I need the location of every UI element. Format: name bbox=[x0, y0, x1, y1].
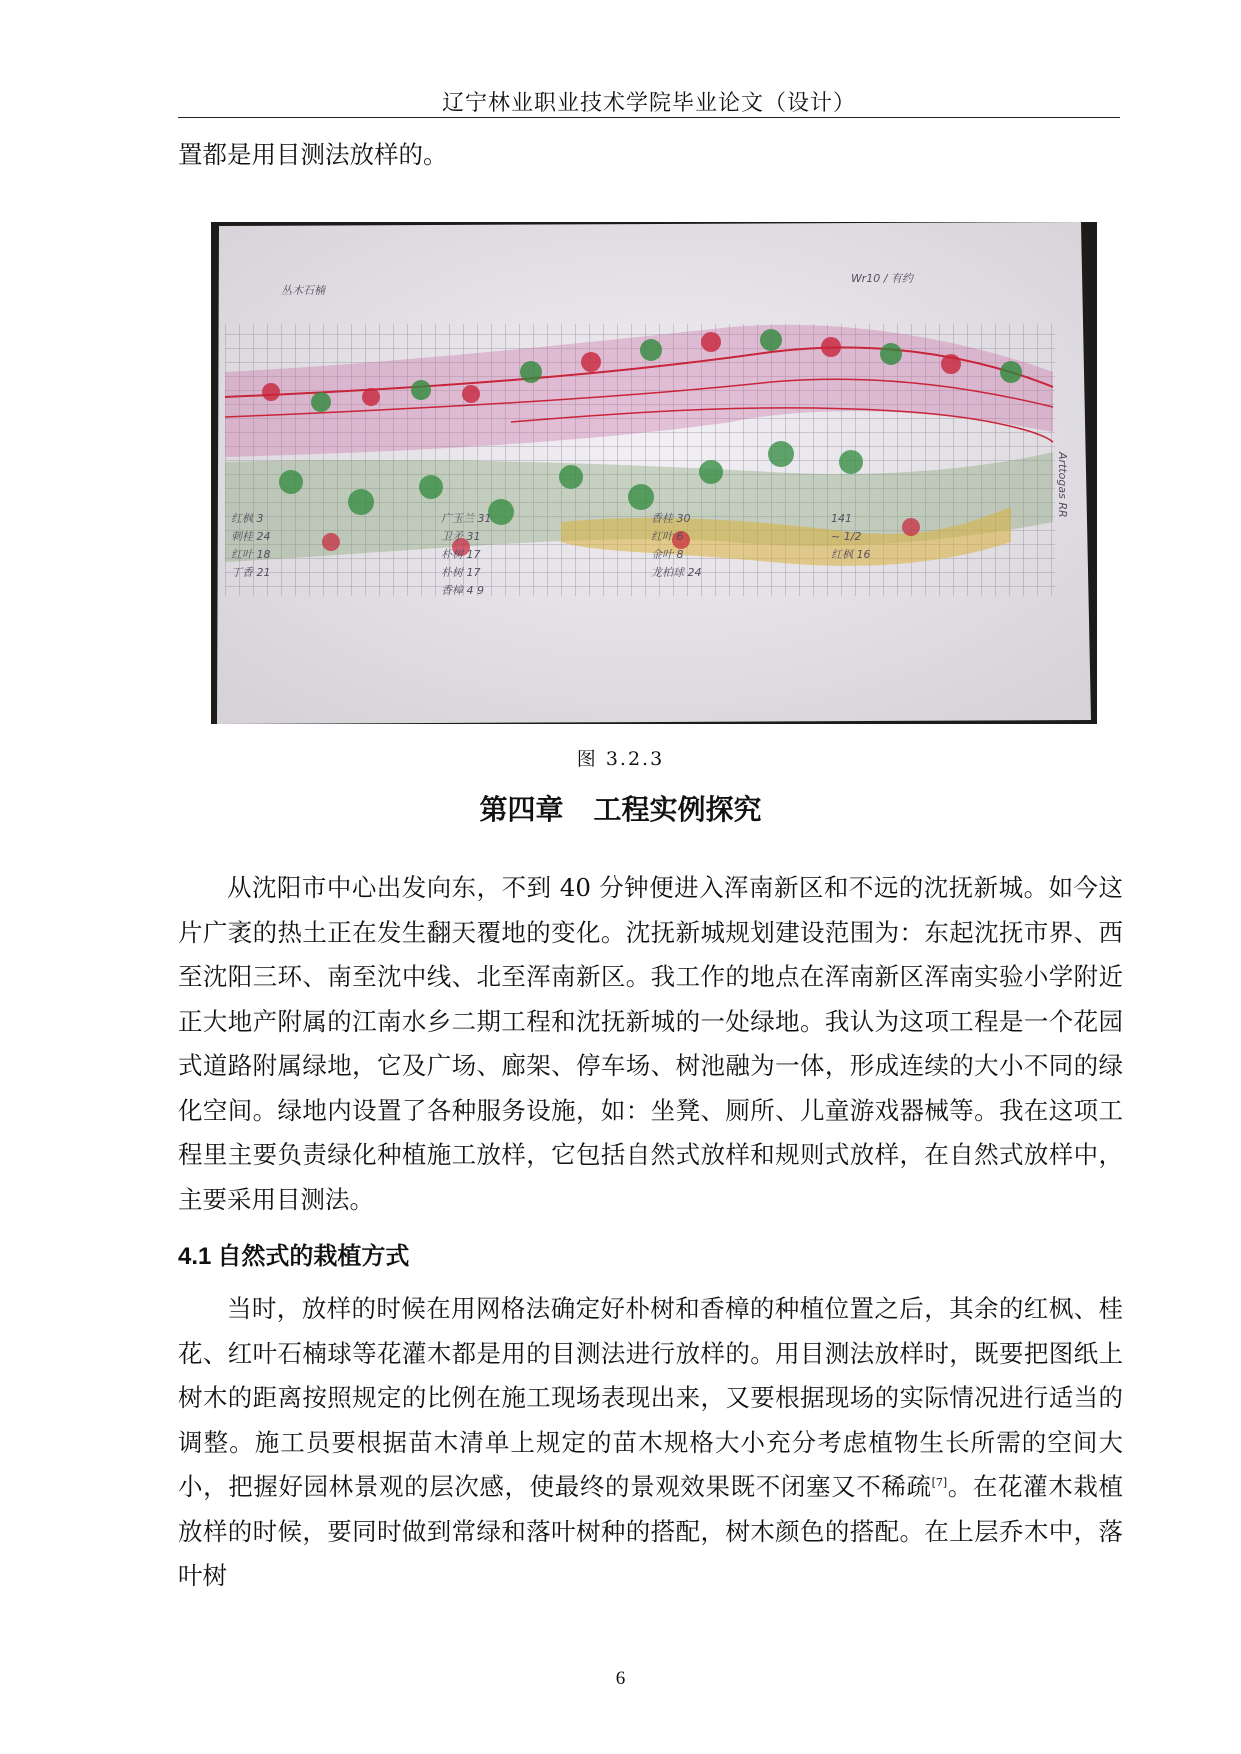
note-bl-3: 丁香 21 bbox=[231, 566, 271, 579]
section-number: 4.1 bbox=[178, 1243, 212, 1270]
note-bm-4: 香樟 4 9 bbox=[441, 584, 484, 597]
figure-caption: 图 3.2.3 bbox=[576, 748, 665, 770]
page-number: 6 bbox=[615, 1668, 626, 1689]
paragraph2-text-a: 当时，放样的时候在用网格法确定好朴树和香樟的种植位置之后，其余的红枫、桂花、红叶石楠球等花灌木都是用的目测法进行放样的。用目测法放样时，既要把图纸上树木的距离按照规定的比例在施工现场表现出来，又要根据现场的实际情况进行适当的调整。施工员要根据苗木清单上规定的苗木规格大小充分考虑植物生长所需的空间大小，把握好园林景观的层次感，使最终的景观效果既不闭塞又不稀疏 bbox=[178, 1294, 1123, 1501]
section-heading bbox=[178, 1236, 409, 1271]
note-bm-3: 朴树 17 bbox=[441, 566, 481, 579]
note-bm-1: 卫矛 31 bbox=[441, 530, 481, 543]
note-top-left: 丛木石楠 bbox=[281, 284, 325, 297]
section-title: 自然式的栽植方式 bbox=[217, 1242, 410, 1270]
note-bl-2: 红叶 18 bbox=[231, 548, 271, 561]
note-bc-3: 龙柏球 24 bbox=[651, 566, 702, 579]
header-rule bbox=[178, 117, 1120, 118]
note-bc-2: 金叶 8 bbox=[651, 548, 684, 561]
note-bc-1: 红叶 6 bbox=[651, 530, 684, 543]
note-br-1: ~ 1/2 bbox=[831, 530, 862, 543]
intro-line: 置都是用目测法放样的。 bbox=[178, 140, 448, 169]
citation-ref: [7] bbox=[931, 1475, 948, 1489]
body-paragraph-1: 从沈阳市中心出发向东，不到 40 分钟便进入浑南新区和不远的沈抚新城。如今这片广袤的热土正在发生翻天覆地的变化。沈抚新城规划建设范围为：东起沈抚市界、西至沈阳三环、南至沈中线、北至浑南新区。我工作的地点在浑南新区浑南实验小学附近正大地产附属的江南水乡二期工程和沈抚新城的一处绿地。我认为这项工程是一个花园式道路附属绿地，它及广场、廊架、停车场、树池融为一体，形成连续的大小不同的绿化空间。绿地内设置了各种服务设施，如：坐凳、厕所、儿童游戏器械等。我在这项工程里主要负责绿化种植施工放样，它包括自然式放样和规则式放样，在自然式放样中，主要采用目测法。 bbox=[178, 873, 1123, 1214]
chapter-label: 第四章 bbox=[479, 793, 564, 826]
note-bl-1: 刺桂 24 bbox=[231, 530, 271, 543]
note-right-margin: Arttogas RR bbox=[1056, 452, 1069, 518]
running-header: 辽宁林业职业技术学院毕业论文（设计） bbox=[441, 91, 856, 116]
paragraph2-text-b: 。在花灌木栽植放样的时候，要同时做到常绿和落叶树种的搭配，树木颜色的搭配。在上层乔木中，落叶树 bbox=[178, 1472, 1124, 1590]
planting-plan-photo bbox=[211, 222, 1097, 724]
note-bl-0: 红枫 3 bbox=[231, 512, 264, 525]
note-top-right: Wr10 / 有约 bbox=[851, 272, 913, 285]
note-bm-2: 朴树 17 bbox=[441, 548, 481, 561]
note-bc-0: 香桂 30 bbox=[651, 512, 691, 525]
body-paragraph-2 bbox=[178, 1287, 1123, 1599]
note-br-2: 红枫 16 bbox=[831, 548, 871, 561]
chapter-title: 工程实例探究 bbox=[593, 793, 762, 826]
note-bm-0: 广玉兰 31 bbox=[441, 512, 492, 525]
chapter-heading bbox=[0, 788, 1241, 828]
note-br-0: 141 bbox=[831, 512, 852, 525]
